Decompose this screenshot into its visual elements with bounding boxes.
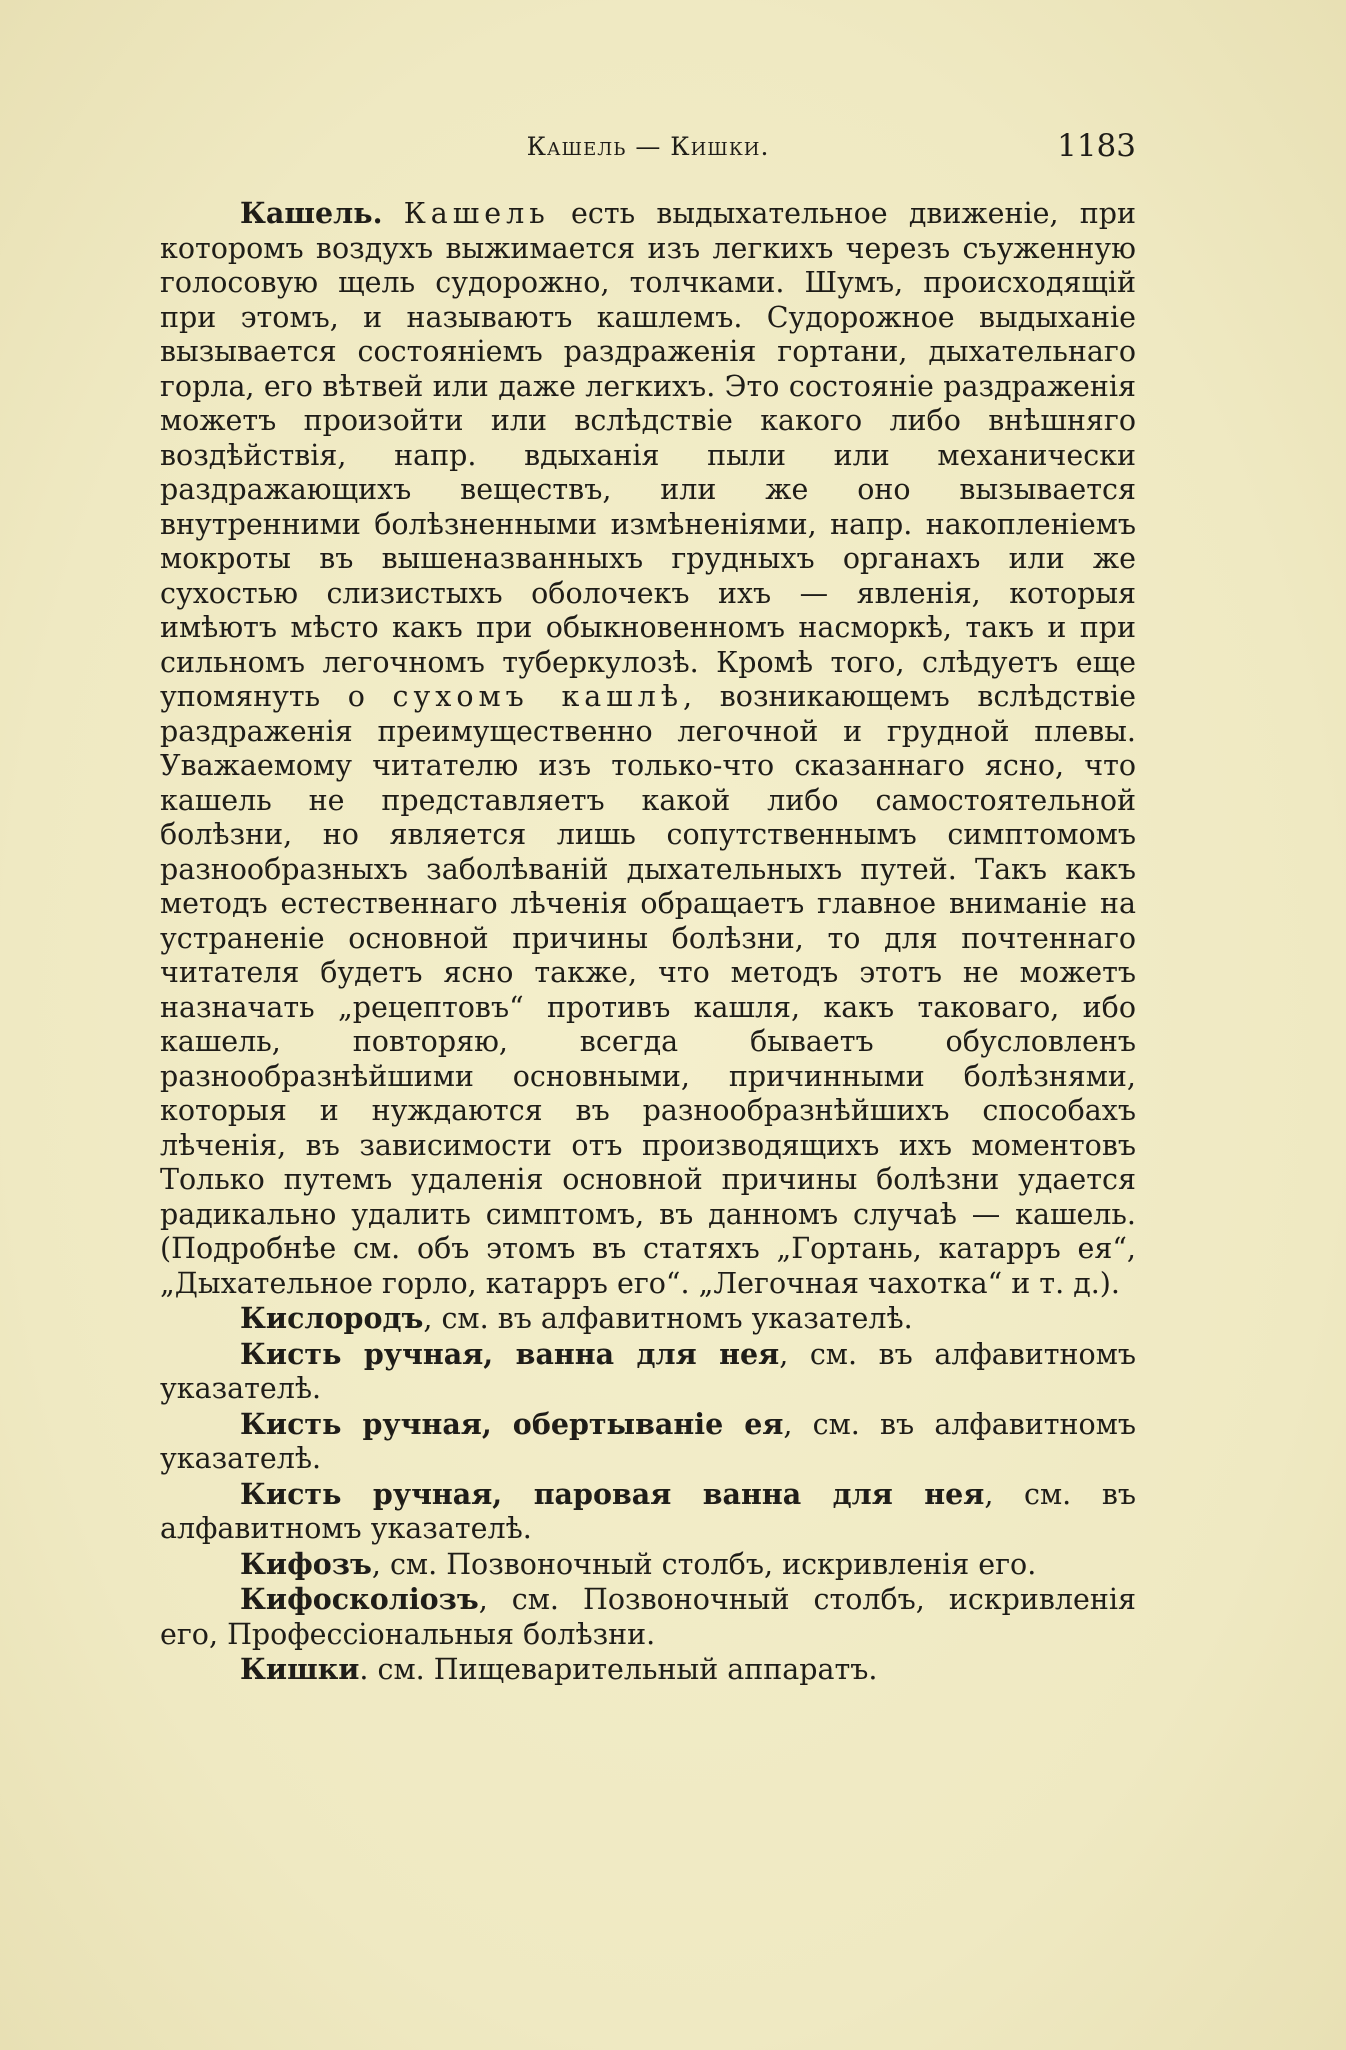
entry-kifoz — [160, 1547, 1136, 1583]
entry-term: Кисть ручная, обертываніе ея — [240, 1406, 784, 1441]
entry-term: Кифосколіозъ — [240, 1582, 479, 1616]
page-body — [160, 196, 1136, 1688]
entry-text: , возникающемъ вслѣдствіе раздраженія преимущественно легочной и грудной плевы. Уважаемому читателю изъ только-что сказаннаго ясно, что кашель не представляетъ какой либо самостоятельной болѣзни, но является лишь сопутственнымъ симптомомъ разнообразныхъ заболѣваній дыхательныхъ путей. Такъ какъ методъ естественнаго лѣченія обращаетъ главное вниманіе на устраненіе основной причины болѣзни, то для почтеннаго читателя будетъ ясно также, что методъ этотъ не можетъ назначать „рецептовъ“ противъ кашля, какъ таковаго, ибо кашель, повторяю, всегда бываетъ обусловленъ разнообразнѣйшими основными, причинными болѣзнями, которыя и нуждаются въ разнообразнѣйшихъ способахъ лѣченія, въ зависимости отъ производящихъ ихъ моментовъ Только путемъ удаленія основной причины болѣзни удается радикально удалить симптомъ, въ данномъ случаѣ — кашель. (Подробнѣе см. объ этомъ въ статяхъ „Гортань, катарръ ея“, „Дыхательное горло, катарръ его“. „Легочная чахотка“ и т. д.). — [160, 680, 1136, 1300]
entry-term: Кифозъ — [240, 1546, 372, 1581]
entry-kist-obertyvanie — [160, 1407, 1136, 1477]
entry-kashel — [160, 196, 1136, 1301]
entry-kist-vanna — [160, 1337, 1136, 1407]
entry-kislorod — [160, 1301, 1136, 1337]
running-title: Кашель — Кишки. — [526, 132, 770, 161]
entry-text — [383, 197, 404, 230]
entry-text: , см. въ алфавитномъ указателѣ. — [160, 1477, 1137, 1545]
entry-term: Кисть ручная, паровая ванна для нея — [240, 1476, 985, 1511]
entry-text: , см. въ алфавитномъ указателѣ. — [423, 1302, 913, 1335]
entry-term: Кисть ручная, ванна для нея — [240, 1336, 780, 1371]
entry-kifoskolioz — [160, 1582, 1136, 1652]
page-number: 1183 — [1057, 128, 1136, 164]
page-header — [160, 128, 1136, 168]
entry-term: Кишки — [240, 1652, 360, 1686]
entry-text: , см. въ алфавитномъ указателѣ. — [160, 1337, 1137, 1405]
entry-text: есть выдыхательное движеніе, при которомъ воздухъ выжимается изъ легкихъ черезъ съуженную голосовую щель судорожно, толчками. Шумъ, происходящій при этомъ, и называютъ кашлемъ. Судорожное выдыханіе вызывается состояніемъ раздраженія гортани, дыхательнаго горла, его вѣтвей или даже легкихъ. Это состояніе раздраженія можетъ произойти или вслѣдствіе какого либо внѣшняго воздѣйствія, напр. вдыханія пыли или механически раздражающихъ веществъ, или же оно вызывается внутренними болѣзненными измѣненіями, напр. накопленіемъ мокроты въ вышеназванныхъ грудныхъ органахъ или же сухостью слизистыхъ оболочекъ ихъ — явленія, которыя имѣютъ мѣсто какъ при обыкновенномъ насморкѣ, такъ и при сильномъ легочномъ туберкулозѣ. Кромѣ того, слѣдуетъ еще упомянуть о — [160, 197, 1136, 713]
entry-text: , см. въ алфавитномъ указателѣ. — [160, 1407, 1136, 1475]
entry-text: , см. Позвоночный столбъ, искривленія его. — [371, 1547, 1037, 1581]
entry-kist-parovaya — [160, 1477, 1136, 1547]
entry-text: , см. Позвоночный столбъ, искривленія его, Профессіональныя болѣзни. — [160, 1583, 1136, 1651]
entry-emphasis: Кашель — [403, 197, 550, 230]
entry-emphasis: сухомъ кашлѣ — [392, 680, 684, 713]
entry-text: . см. Пищеварительный аппаратъ. — [359, 1653, 878, 1686]
entry-term: Кислородъ — [240, 1301, 424, 1335]
entry-term: Кашель. — [240, 196, 383, 230]
entry-kishki — [160, 1652, 1136, 1688]
